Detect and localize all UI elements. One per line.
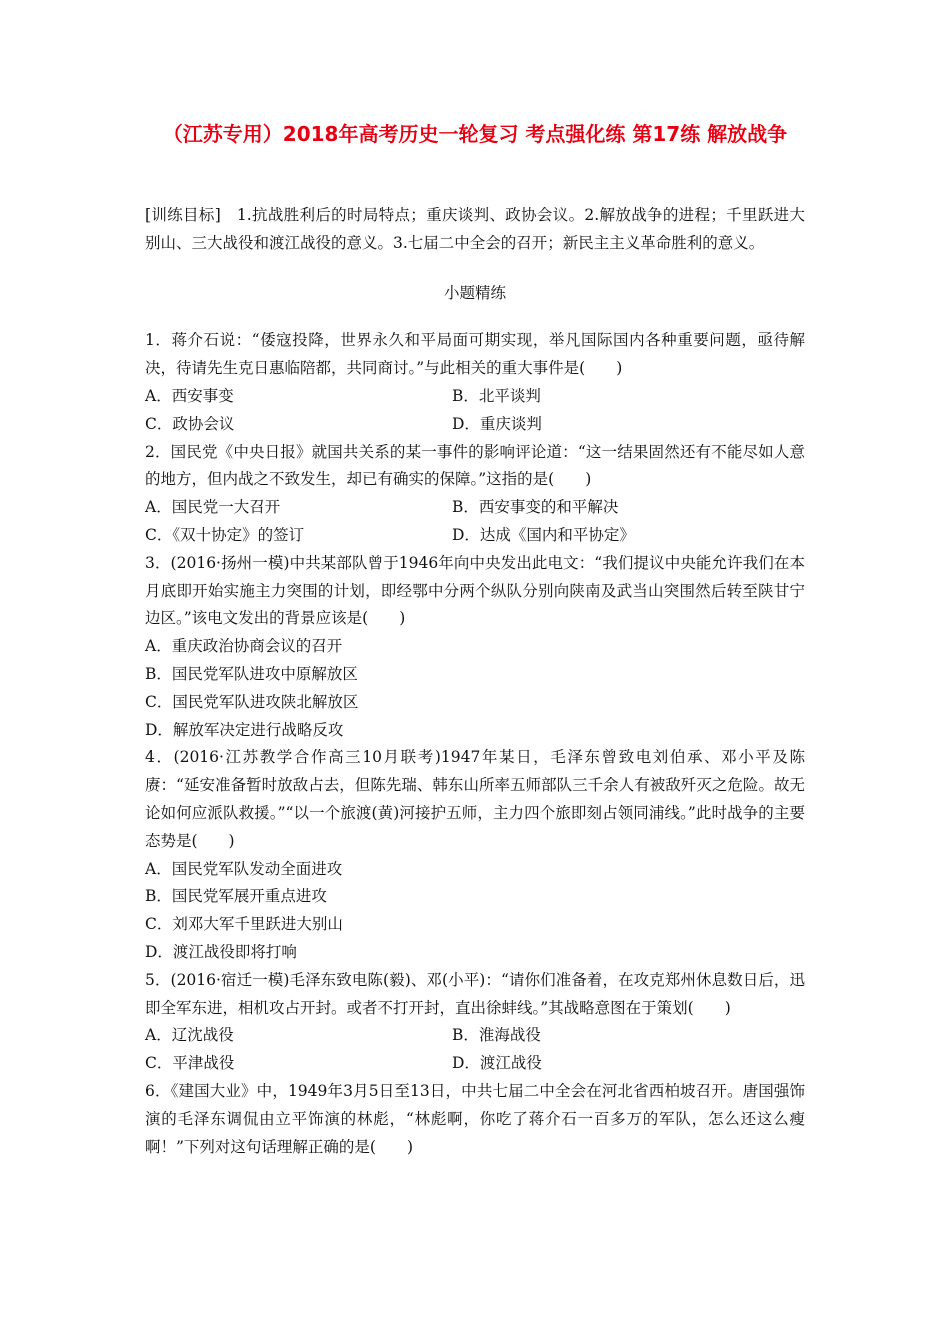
options-row bbox=[145, 494, 805, 522]
option-a: A．西安事变 bbox=[145, 386, 234, 405]
option-a: A．辽沈战役 bbox=[145, 1026, 234, 1045]
options-row bbox=[145, 1022, 805, 1050]
option-d: D．解放军决定进行战略反攻 bbox=[145, 720, 344, 739]
option-a: A．国民党军队发动全面进攻 bbox=[145, 859, 343, 878]
section-title: 小题精练 bbox=[443, 283, 506, 302]
question-stem: 1．蒋介石说：“倭寇投降，世界永久和平局面可期实现，举凡国际国内各种重要问题，亟待解决，待请先生克日惠临陪都，共同商讨。”与此相关的重大事件是( ) bbox=[145, 331, 805, 378]
question-1 bbox=[145, 327, 805, 438]
question-3 bbox=[145, 550, 805, 745]
option-d: D．渡江战役即将打响 bbox=[145, 942, 297, 961]
question-stem: 2．国民党《中央日报》就国共关系的某一事件的影响评论道：“这一结果固然还有不能尽如人意的地方，但内战之不致发生，却已有确实的保障。”这指的是( ) bbox=[145, 442, 805, 489]
options-row bbox=[145, 383, 805, 411]
option-d: D．渡江战役 bbox=[452, 1054, 542, 1073]
option-c: C．政协会议 bbox=[145, 414, 235, 433]
question-6 bbox=[145, 1078, 805, 1161]
options-row bbox=[145, 522, 805, 550]
option-c: C．国民党军队进攻陕北解放区 bbox=[145, 692, 359, 711]
option-b: B．西安事变的和平解决 bbox=[452, 498, 619, 517]
option-a: A．重庆政治协商会议的召开 bbox=[145, 637, 343, 656]
document-body bbox=[145, 202, 805, 1161]
option-d: D．重庆谈判 bbox=[452, 414, 542, 433]
question-2 bbox=[145, 439, 805, 550]
option-b: B．国民党军队进攻中原解放区 bbox=[145, 664, 358, 683]
option-d: D．达成《国内和平协定》 bbox=[452, 525, 635, 544]
document-title: （江苏专用）2018年高考历史一轮复习 考点强化练 第17练 解放战争 bbox=[162, 122, 788, 146]
option-a: A．国民党一大召开 bbox=[145, 498, 281, 517]
training-goal: [训练目标] 1.抗战胜利后的时局特点；重庆谈判、政协会议。2.解放战争的进程；千里跃进大别山、三大战役和渡江战役的意义。3.七届二中全会的召开；新民主主义革命胜利的意义。 bbox=[145, 206, 805, 252]
option-b: B．北平谈判 bbox=[452, 386, 541, 405]
question-stem: 6．《建国大业》中，1949年3月5日至13日，中共七届二中全会在河北省西柏坡召开。唐国强饰演的毛泽东调侃由立平饰演的林彪，“林彪啊，你吃了蒋介石一百多万的军队，怎么还这么瘦啊！”下列对这句话理解正确的是( ) bbox=[145, 1081, 805, 1156]
option-c: C．平津战役 bbox=[145, 1054, 235, 1073]
option-b: B．国民党军展开重点进攻 bbox=[145, 887, 327, 906]
option-c: C．《双十协定》的签订 bbox=[145, 525, 305, 544]
question-stem: 3．(2016·扬州一模)中共某部队曾于1946年向中央发出此电文：“我们提议中央能允许我们在本月底即开始实施主力突围的计划，即经鄂中分两个纵队分别向陕南及武当山突围然后转至陕甘宁边区。”该电文发出的背景应该是( ) bbox=[145, 553, 805, 628]
question-5 bbox=[145, 967, 805, 1078]
question-4 bbox=[145, 744, 805, 966]
options-row bbox=[145, 1050, 805, 1078]
option-b: B．淮海战役 bbox=[452, 1026, 541, 1045]
question-stem: 4．(2016·江苏教学合作高三10月联考)1947年某日，毛泽东曾致电刘伯承、邓小平及陈赓：“延安准备暂时放敌占去，但陈先瑞、韩东山所率五师部队三千余人有被敌歼灭之危险。故无论如何应派队救援。”“以一个旅渡(黄)河接护五师，主力四个旅即刻占领同浦线。”此时战争的主要态势是( ) bbox=[145, 748, 805, 850]
option-c: C．刘邓大军千里跃进大别山 bbox=[145, 915, 343, 934]
question-stem: 5．(2016·宿迁一模)毛泽东致电陈(毅)、邓(小平)：“请你们准备着，在攻克郑州休息数日后，迅即全军东进，相机攻占开封。或者不打开封，直出徐蚌线。”其战略意图在于策划( ) bbox=[145, 970, 805, 1017]
options-row bbox=[145, 411, 805, 439]
